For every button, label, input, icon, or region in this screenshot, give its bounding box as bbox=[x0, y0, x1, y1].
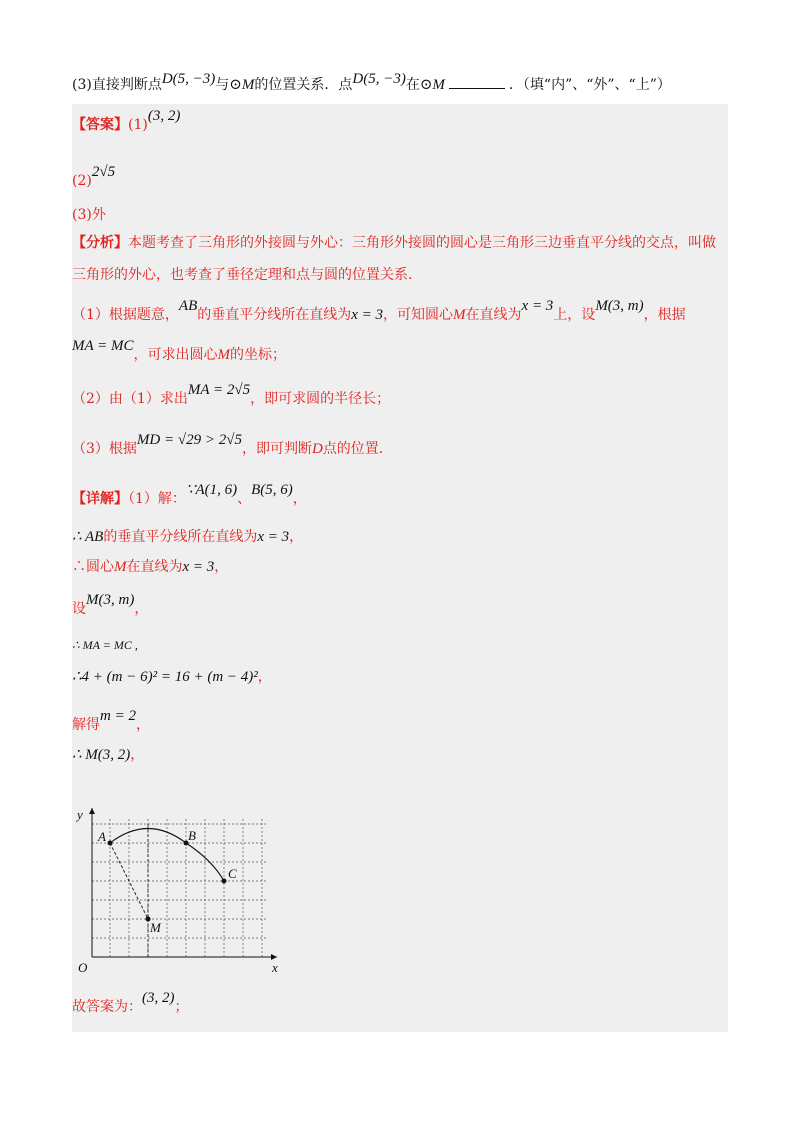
detail-line-8 bbox=[72, 744, 144, 766]
answer-line-1 bbox=[72, 108, 181, 136]
label-a: A bbox=[98, 829, 106, 844]
s3c: 点的位置． bbox=[322, 441, 393, 457]
analysis-line-2: 三角形的外心，也考查了垂径定理和点与圆的位置关系． bbox=[72, 267, 422, 283]
d3c: x = 3 bbox=[182, 559, 215, 575]
s1g: ，可求出圆心 bbox=[133, 347, 218, 363]
label-y: y bbox=[77, 807, 83, 822]
detail-line-5: ∴ MA = MC , bbox=[72, 638, 138, 652]
point-d: D(5, −3) bbox=[161, 71, 216, 87]
s3-d: D bbox=[311, 441, 323, 457]
s3-eq: MD = √29 > 2√5 bbox=[136, 432, 242, 448]
question-mid3: 在 bbox=[405, 77, 420, 93]
d1d: B(5, 6) bbox=[251, 482, 293, 498]
final-c: ； bbox=[174, 999, 189, 1015]
s2b: ，即可求圆的半径长； bbox=[250, 391, 391, 407]
s1-ab: AB bbox=[178, 298, 198, 314]
s3b: ，即可判断 bbox=[241, 441, 312, 457]
final-a: 故答案为： bbox=[72, 999, 142, 1015]
s1-m3m: M(3, m) bbox=[595, 298, 644, 314]
final-b: (3, 2) bbox=[142, 990, 175, 1006]
label-b: B bbox=[188, 828, 196, 843]
label-c: C bbox=[228, 866, 237, 881]
answer-2-value: 2√5 bbox=[91, 164, 116, 180]
point-c bbox=[222, 879, 227, 884]
analysis-step-1 bbox=[72, 298, 686, 326]
s1f: ，根据 bbox=[643, 307, 686, 323]
d3a: ∴圆心 bbox=[72, 559, 114, 575]
label-origin: O bbox=[78, 960, 88, 975]
coordinate-figure bbox=[72, 794, 302, 984]
answer-part-1: (1) bbox=[128, 117, 148, 133]
d1a: （1）解： bbox=[128, 491, 186, 507]
detail-label: 【详解】 bbox=[72, 491, 128, 507]
d1b: ∵A(1, 6) bbox=[185, 482, 238, 498]
grid bbox=[92, 819, 267, 957]
answer-blank bbox=[449, 74, 505, 89]
analysis-line-1 bbox=[72, 232, 722, 254]
d7c: ， bbox=[135, 717, 150, 733]
final-answer-line bbox=[72, 990, 189, 1018]
s3a: （3）根据 bbox=[72, 441, 137, 457]
d3b: 在直线为 bbox=[126, 559, 183, 575]
d7a: 解得 bbox=[72, 717, 100, 733]
d2b: 的垂直平分线所在直线为 bbox=[103, 529, 258, 545]
question-suffix: ．（填“内”、“外”、“上”） bbox=[508, 77, 671, 93]
s1-x3b: x = 3 bbox=[521, 298, 554, 314]
detail-line-1 bbox=[72, 482, 307, 510]
question-line bbox=[72, 72, 732, 98]
analysis-text-1: 本题考查了三角形的外接圆与外心：三角形外接圆的圆心是三角形三边垂直平分线的交点，叫做 bbox=[128, 235, 716, 251]
d4b: M(3, m) bbox=[86, 592, 135, 608]
s1d: 在直线为 bbox=[465, 307, 522, 323]
answer-line-2 bbox=[72, 164, 116, 192]
s1b: 的垂直平分线所在直线为 bbox=[197, 307, 352, 323]
label-m: M bbox=[150, 920, 161, 935]
point-a bbox=[108, 841, 113, 846]
answer-label: 【答案】 bbox=[72, 117, 128, 133]
question-prefix: (3)直接判断点 bbox=[72, 77, 162, 93]
d6-end: ， bbox=[257, 669, 272, 685]
d2c: x = 3 bbox=[257, 529, 290, 545]
d1e: ， bbox=[292, 491, 307, 507]
d8: ∴ M(3, 2) bbox=[72, 747, 131, 763]
y-axis-arrow bbox=[89, 808, 95, 814]
s1-m: M bbox=[453, 307, 466, 323]
circle-m: ⊙M bbox=[229, 77, 255, 93]
s1e: 上，设 bbox=[553, 307, 596, 323]
analysis-label: 【分析】 bbox=[72, 235, 128, 251]
answer-part-2: (2) bbox=[72, 173, 92, 189]
s1-eq: MA = MC bbox=[72, 338, 134, 354]
s1h: 的坐标； bbox=[230, 347, 287, 363]
d4c: ， bbox=[134, 601, 149, 617]
analysis-step-2 bbox=[72, 382, 391, 410]
d3m: M bbox=[114, 559, 127, 575]
d3d: ， bbox=[214, 559, 229, 575]
answer-line-3: (3)外 bbox=[72, 207, 106, 223]
detail-line-6 bbox=[72, 666, 272, 688]
s1c: ，可知圆心 bbox=[383, 307, 454, 323]
question-mid2: 的位置关系．点 bbox=[254, 77, 353, 93]
detail-line-3 bbox=[72, 556, 228, 578]
detail-line-2 bbox=[72, 526, 303, 548]
d2d: ， bbox=[289, 529, 304, 545]
d2a: ∴ AB bbox=[72, 529, 104, 545]
label-x: x bbox=[272, 960, 278, 975]
analysis-step-3 bbox=[72, 432, 393, 460]
question-mid1: 与 bbox=[215, 77, 230, 93]
d8-end: ， bbox=[130, 747, 145, 763]
s2a: （2）由（1）求出 bbox=[72, 391, 188, 407]
d1c: 、 bbox=[237, 491, 252, 507]
circle-m-2: ⊙M bbox=[419, 77, 445, 93]
d6: ∴4 + (m − 6)² = 16 + (m − 4)² bbox=[72, 669, 258, 685]
s1-x3: x = 3 bbox=[351, 307, 384, 323]
point-d-2: D(5, −3) bbox=[352, 71, 406, 87]
detail-line-4 bbox=[72, 592, 149, 620]
detail-line-7 bbox=[72, 708, 150, 736]
analysis-step-1b bbox=[72, 338, 287, 366]
s1a: （1）根据题意， bbox=[72, 307, 179, 323]
d4a: 设 bbox=[72, 601, 86, 617]
s1-m2: M bbox=[217, 347, 231, 363]
answer-1-value: (3, 2) bbox=[147, 108, 181, 124]
answer-panel bbox=[72, 104, 728, 1032]
d7b: m = 2 bbox=[100, 708, 136, 724]
s2-eq: MA = 2√5 bbox=[187, 382, 251, 398]
